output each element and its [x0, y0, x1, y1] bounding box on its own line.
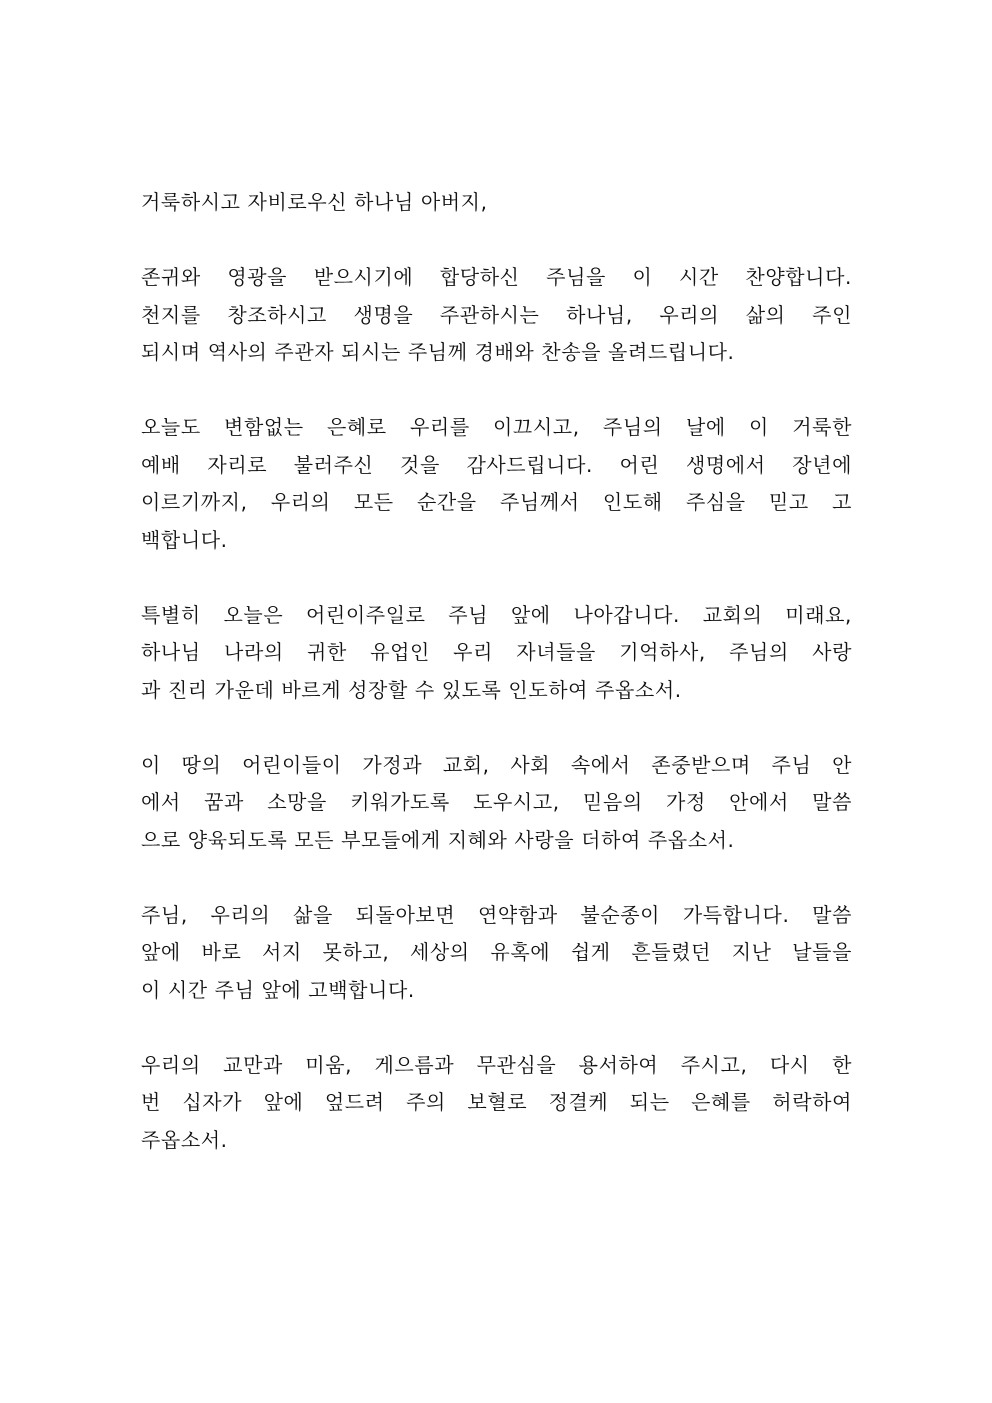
text-line: 백합니다. [141, 527, 228, 552]
paragraph-thanksgiving [141, 409, 852, 559]
text-line: 이르기까지, 우리의 모든 순간을 주님께서 인도해 주심을 믿고 고 [141, 490, 852, 514]
greeting-line: 거룩하시고 자비로우신 하나님 아버지, [141, 190, 488, 214]
text-line: 이 땅의 어린이들이 가정과 교회, 사회 속에서 존중받으며 주님 안 [141, 752, 852, 777]
paragraph-forgiveness [141, 1047, 852, 1160]
text-line: 주님, 우리의 삶을 되돌아보면 연약함과 불순종이 가득합니다. 말씀 [141, 902, 852, 927]
paragraph-families [141, 747, 852, 860]
prayer-text [141, 184, 852, 1197]
text-line: 예배 자리로 불러주신 것을 감사드립니다. 어린 생명에서 장년에 [141, 452, 852, 477]
text-line: 우리의 교만과 미움, 게으름과 무관심을 용서하여 주시고, 다시 한 [141, 1052, 852, 1077]
text-line: 주옵소서. [141, 1127, 228, 1152]
text-line: 앞에 바로 서지 못하고, 세상의 유혹에 쉽게 흔들렸던 지난 날들을 [141, 940, 852, 964]
text-line: 이 시간 주님 앞에 고백합니다. [141, 977, 415, 1002]
text-line: 으로 양육되도록 모든 부모들에게 지혜와 사랑을 더하여 주옵소서. [141, 827, 735, 852]
text-line: 존귀와 영광을 받으시기에 합당하신 주님을 이 시간 찬양합니다. [141, 265, 852, 289]
paragraph-children [141, 597, 852, 710]
text-line: 과 진리 가운데 바르게 성장할 수 있도록 인도하여 주옵소서. [141, 677, 682, 702]
text-line: 천지를 창조하시고 생명을 주관하시는 하나님, 우리의 삶의 주인 [141, 302, 852, 327]
text-line: 번 십자가 앞에 엎드려 주의 보혈로 정결케 되는 은혜를 허락하여 [141, 1090, 852, 1114]
text-line: 하나님 나라의 귀한 유업인 우리 자녀들을 기억하사, 주님의 사랑 [141, 640, 852, 664]
text-line: 특별히 오늘은 어린이주일로 주님 앞에 나아갑니다. 교회의 미래요, [141, 602, 852, 627]
text-line: 오늘도 변함없는 은혜로 우리를 이끄시고, 주님의 날에 이 거룩한 [141, 415, 852, 439]
paragraph-praise [141, 259, 852, 372]
text-line: 되시며 역사의 주관자 되시는 주님께 경배와 찬송을 올려드립니다. [141, 340, 735, 364]
text-line: 에서 꿈과 소망을 키워가도록 도우시고, 믿음의 가정 안에서 말씀 [141, 790, 852, 814]
paragraph-confession [141, 897, 852, 1010]
